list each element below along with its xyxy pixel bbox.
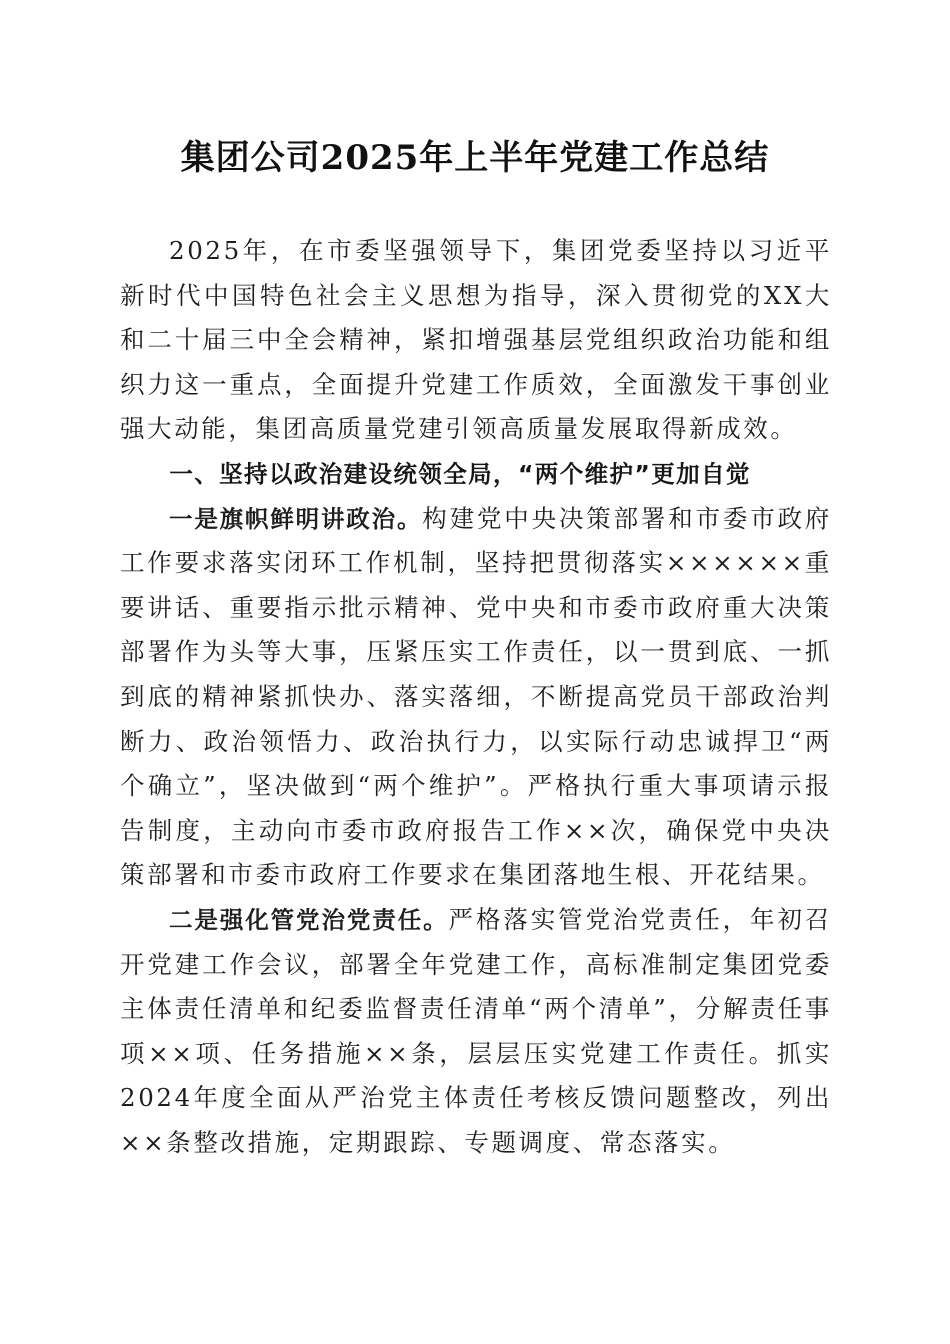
- section-heading: 一、坚持以政治建设统领全局，“两个维护”更加自觉: [169, 459, 751, 488]
- body-paragraph: [120, 497, 832, 898]
- body-paragraph: [120, 898, 832, 1166]
- paragraph-text: 严格落实管党治党责任，年初召开党建工作会议，部署全年党建工作，高标准制定集团党委主体责任清单和纪委监督责任清单“两个清单”，分解责任事项××项、任务措施××条，层层压实党建工作责任。抓实2024年度全面从严治党主体责任考核反馈问题整改，列出××条整改措施，定期跟踪、专题调度、常态落实。: [120, 904, 832, 1157]
- paragraph-text: 构建党中央决策部署和市委市政府工作要求落实闭环工作机制，坚持把贯彻落实××××××重要讲话、重要指示批示精神、党中央和市委市政府重大决策部署作为头等大事，压紧压实工作责任，以一贯到底、一抓到底的精神紧抓快办、落实落细，不断提高党员干部政治判断力、政治领悟力、政治执行力，以实际行动忠诚捍卫“两个确立”，坚决做到“两个维护”。严格执行重大事项请示报告制度，主动向市委市政府报告工作××次，确保党中央决策部署和市委市政府工作要求在集团落地生根、开花结果。: [120, 503, 833, 890]
- paragraph-lead: 二是强化管党治党责任。: [169, 905, 449, 934]
- document-body: [120, 229, 832, 1165]
- intro-paragraph: 2025年，在市委坚强领导下，集团党委坚持以习近平新时代中国特色社会主义思想为指导，深入贯彻党的XX大和二十届三中全会精神，紧扣增强基层党组织政治功能和组织力这一重点，全面提升党建工作质效，全面激发干事创业强大动能，集团高质量党建引领高质量发展取得新成效。: [120, 236, 832, 444]
- paragraph-lead: 一是旗帜鲜明讲政治。: [169, 504, 423, 533]
- document-title: 集团公司2025年上半年党建工作总结: [180, 138, 770, 178]
